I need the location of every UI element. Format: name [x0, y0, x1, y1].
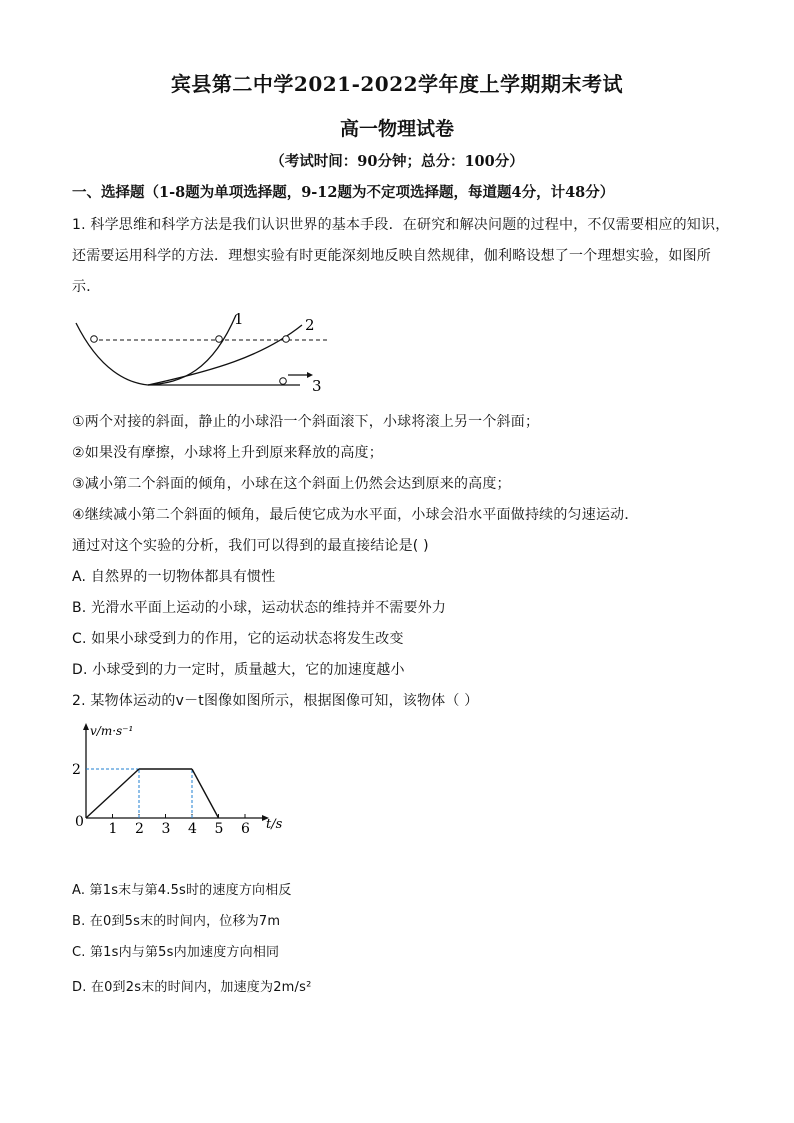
q1-step-4: ④继续减小第二个斜面的倾角，最后使它成为水平面，小球会沿水平面做持续的匀速运动． — [72, 507, 639, 523]
q2-option-d: D. 在0到2s末的时间内，加速度为2m/s² — [72, 980, 312, 995]
x-tick-label-2: 2 — [135, 821, 144, 837]
galileo-figure — [72, 305, 342, 395]
ball-start — [91, 336, 98, 343]
x-tick-label-3: 3 — [161, 821, 171, 837]
q1-option-a: A. 自然界的一切物体都具有惯性 — [72, 569, 276, 585]
path-2-curve — [148, 325, 302, 385]
y-tick-label-2: 2 — [72, 762, 81, 778]
label-path-2: 2 — [305, 316, 315, 334]
origin-label: 0 — [75, 814, 84, 830]
vt-graph — [70, 716, 300, 840]
q1-step-2: ②如果没有摩擦，小球将上升到原来释放的高度； — [72, 445, 383, 461]
x-tick-label-5: 5 — [214, 821, 224, 837]
x-tick-label-1: 1 — [108, 821, 118, 837]
q2-option-c: C. 第1s内与第5s内加速度方向相同 — [72, 945, 280, 960]
q1-stem-line1: 1. 科学思维和科学方法是我们认识世界的基本手段．在研究和解决问题的过程中，不仅需要相应的知识， — [72, 217, 730, 233]
ball-path3 — [280, 378, 287, 385]
y-axis-arrow — [83, 723, 89, 730]
exam-subtitle: 高一物理试卷 — [339, 118, 454, 140]
q1-stem-line3: 示． — [72, 279, 101, 295]
ball-path2 — [283, 336, 290, 343]
exam-title: 宾县第二中学2021-2022学年度上学期期末考试 — [170, 72, 624, 96]
q1-step-1: ①两个对接的斜面，静止的小球沿一个斜面滚下，小球将滚上另一个斜面； — [72, 414, 540, 430]
x-axis-label: t/s — [266, 817, 283, 832]
ball-path1 — [216, 336, 223, 343]
q2-stem: 2. 某物体运动的v－t图像如图所示，根据图像可知，该物体（ ） — [72, 693, 479, 709]
label-path-3: 3 — [312, 377, 322, 395]
exam-info: （考试时间：90分钟；总分：100分） — [270, 153, 524, 170]
vt-segment-1 — [86, 769, 139, 818]
q1-question: 通过对这个实验的分析，我们可以得到的最直接结论是( ) — [72, 538, 429, 554]
q2-option-a: A. 第1s末与第4.5s时的速度方向相反 — [72, 883, 292, 898]
q1-option-b: B. 光滑水平面上运动的小球，运动状态的维持并不需要外力 — [72, 600, 447, 616]
q1-stem-line2: 还需要运用科学的方法．理想实验有时更能深刻地反映自然规律，伽利略设想了一个理想实验，如图所 — [72, 248, 711, 264]
x-tick-label-6: 6 — [241, 821, 250, 837]
section-heading: 一、选择题（1-8题为单项选择题，9-12题为不定项选择题，每道题4分，计48分） — [72, 184, 615, 201]
vt-segment-3 — [192, 769, 219, 818]
q1-option-d: D. 小球受到的力一定时，质量越大，它的加速度越小 — [72, 662, 405, 678]
y-axis-label: v/m·s⁻¹ — [90, 724, 134, 738]
q2-option-b: B. 在0到5s末的时间内，位移为7m — [72, 914, 281, 929]
label-path-1: 1 — [234, 310, 244, 328]
x-tick-label-4: 4 — [188, 821, 197, 837]
left-incline-curve — [76, 323, 148, 385]
q1-option-c: C. 如果小球受到力的作用，它的运动状态将发生改变 — [72, 631, 404, 647]
q1-step-3: ③减小第二个斜面的倾角，小球在这个斜面上仍然会达到原来的高度； — [72, 476, 511, 492]
